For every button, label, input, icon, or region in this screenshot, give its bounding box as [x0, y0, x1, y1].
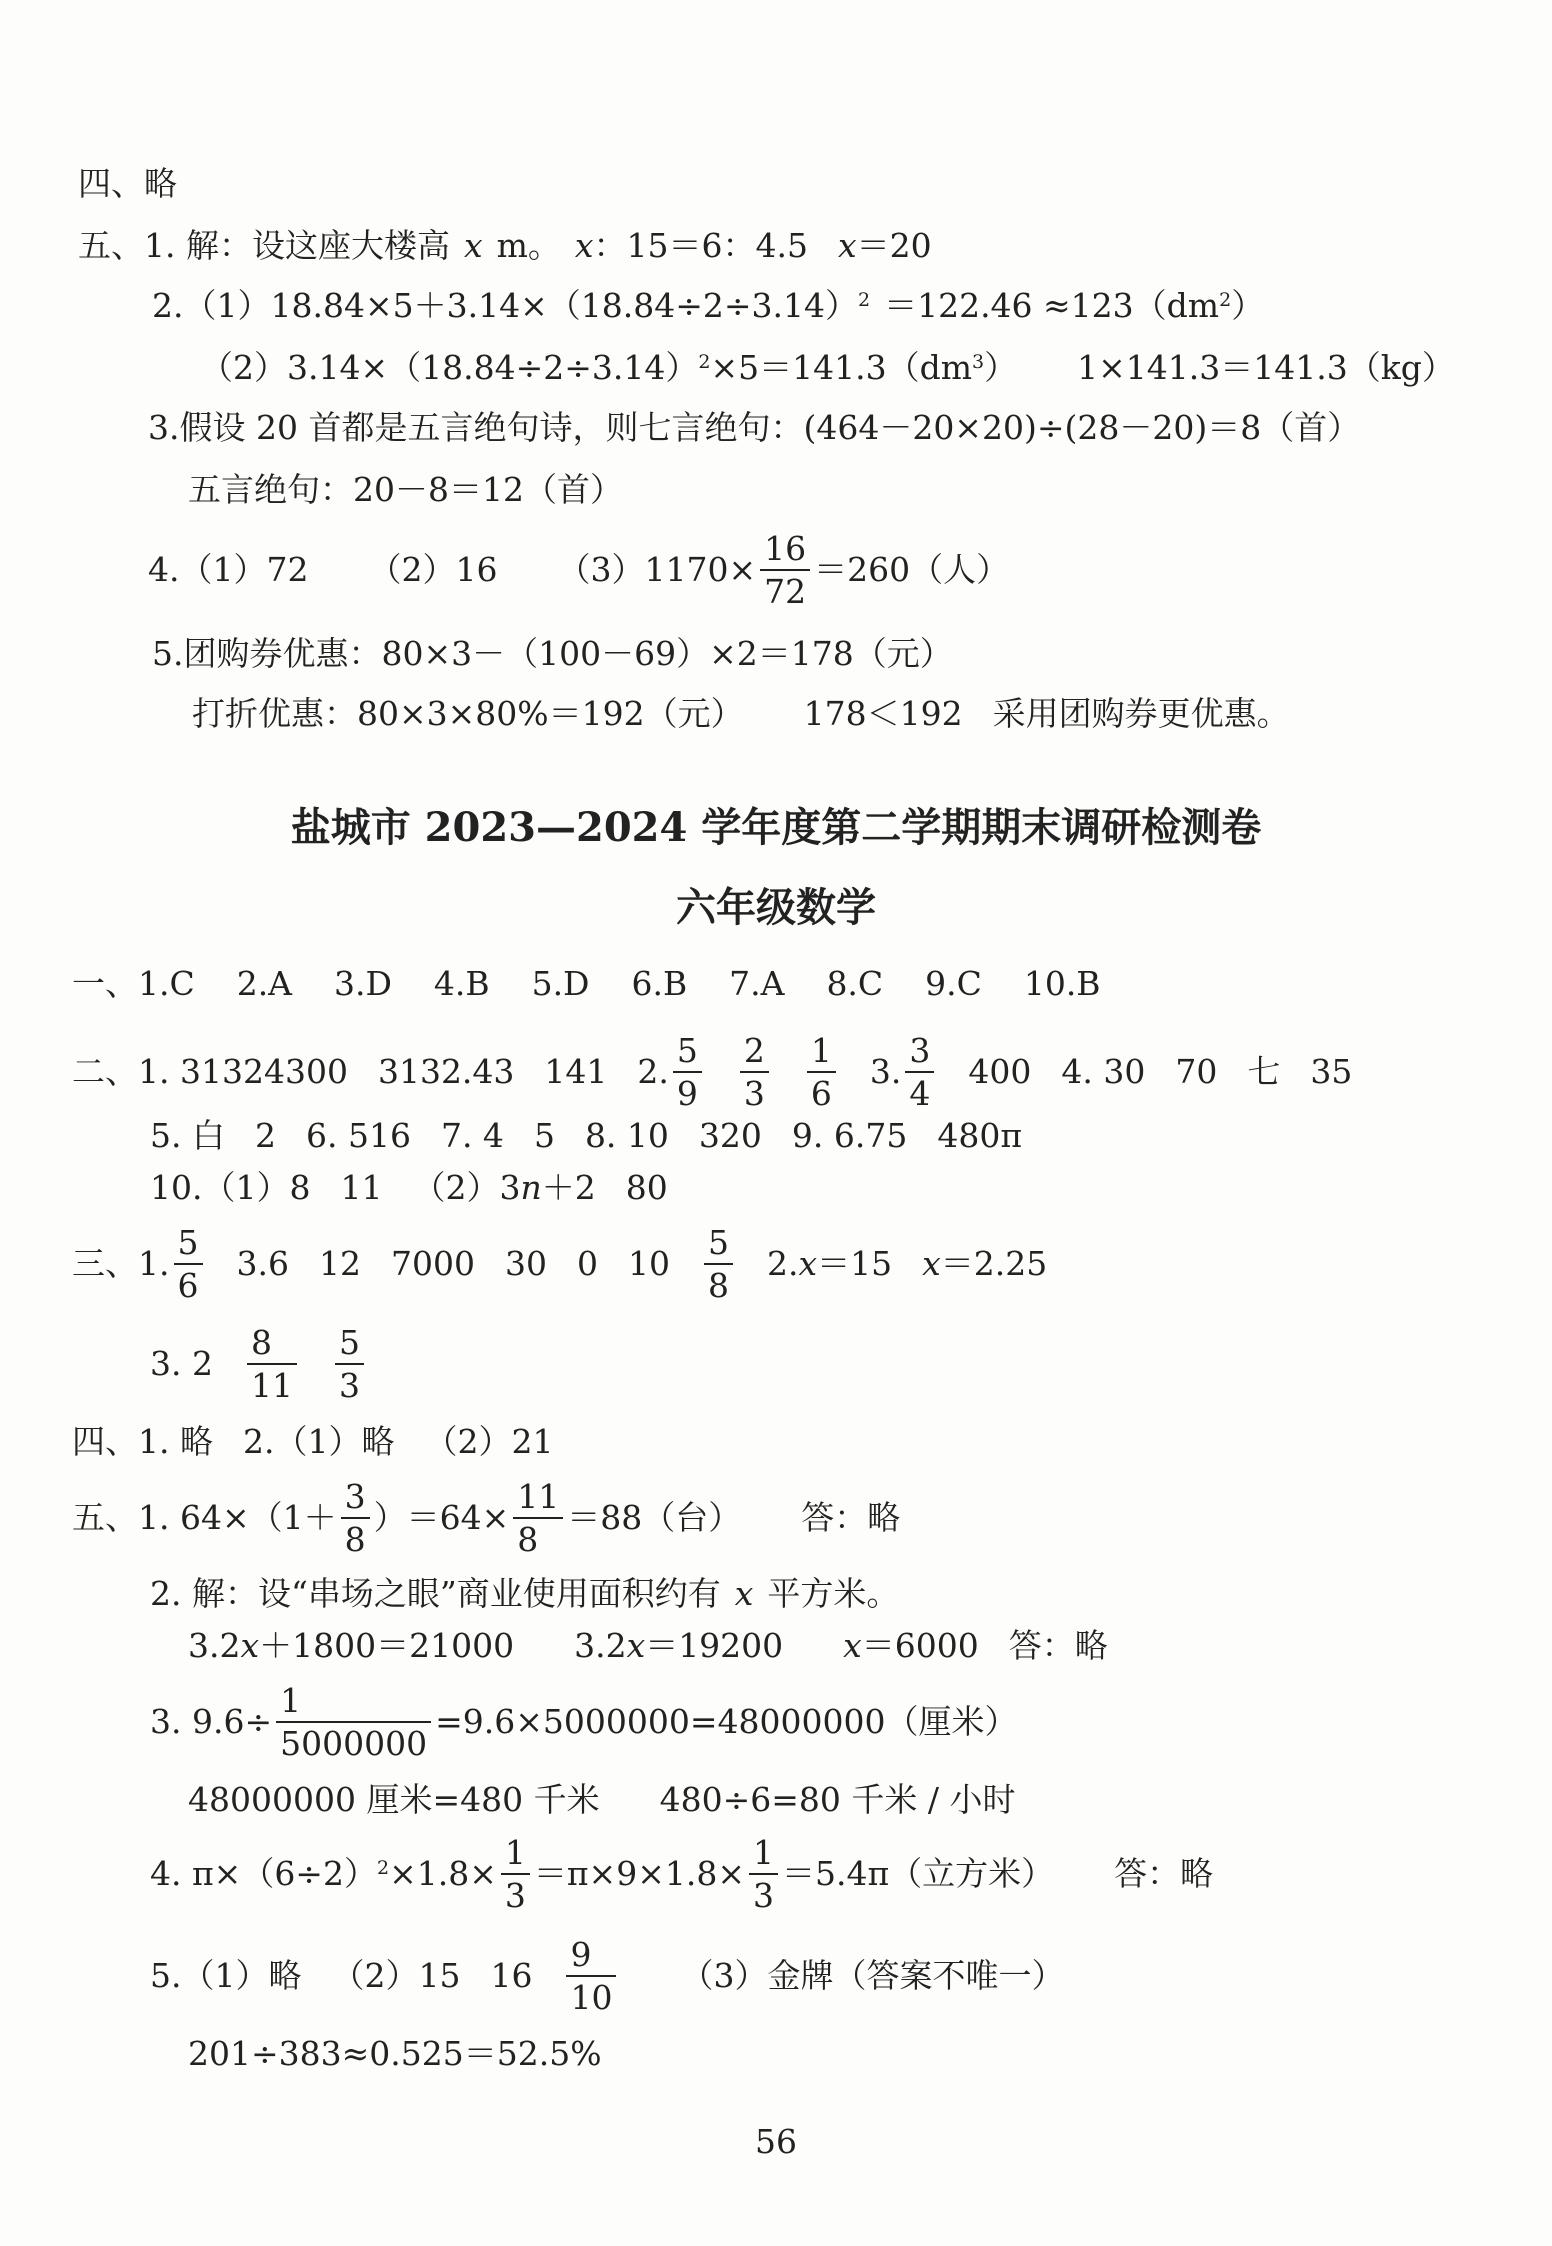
numerator: 9	[566, 1938, 616, 1977]
variable: x	[240, 1626, 260, 1665]
text: ＝π×9×1.8×	[533, 1854, 745, 1893]
text: 四、1. 略	[72, 1422, 213, 1461]
text: 3. 2	[150, 1344, 213, 1383]
text: 五、1. 64×（1＋	[72, 1498, 337, 1537]
numerator: 16	[760, 532, 810, 571]
variable: x	[463, 226, 483, 265]
fraction	[749, 1833, 778, 1915]
text: 400	[968, 1052, 1032, 1091]
answer-line	[150, 1112, 1022, 1160]
text: 2	[254, 1116, 276, 1155]
text: ）＝64×	[373, 1498, 510, 1537]
numerator: 5	[673, 1034, 702, 1073]
numerator: 3	[341, 1480, 370, 1519]
text: （2）3.14×（18.84÷2÷3.14）	[200, 348, 699, 387]
text: 答：略	[801, 1498, 901, 1537]
text: 答：略	[1008, 1626, 1108, 1665]
text: 48000000 厘米=480 千米	[188, 1780, 600, 1819]
answer-line	[150, 1323, 368, 1405]
text: 2.	[637, 1052, 669, 1091]
text: 五、1. 解：设这座大楼高	[78, 226, 450, 265]
text: 4. 30	[1061, 1052, 1146, 1091]
exponent: 2	[857, 289, 871, 311]
text: m。	[496, 226, 561, 265]
text: ＝260（人）	[814, 550, 1010, 589]
page-number: 56	[755, 2122, 797, 2161]
text: 打折优惠：80×3×80%＝192（元）	[192, 694, 744, 733]
text: 178＜192	[803, 694, 963, 733]
fraction	[807, 1031, 836, 1113]
variable: x	[922, 1244, 941, 1283]
text: ：15＝6：4.5	[593, 226, 808, 265]
text: 3.	[869, 1052, 902, 1091]
text: 7000	[390, 1244, 475, 1283]
numerator: 5	[335, 1326, 364, 1365]
answer-line	[152, 282, 1264, 330]
numerator: 11	[513, 1480, 563, 1519]
text: 3. 9.6÷	[150, 1702, 273, 1741]
denominator: 72	[764, 572, 807, 611]
answer-line	[150, 1164, 668, 1212]
denominator: 3	[743, 1074, 765, 1113]
fraction	[905, 1031, 934, 1113]
fraction	[740, 1031, 769, 1113]
text: 2. 解：设“串场之眼”商业使用面积约有	[150, 1574, 721, 1613]
text: ＋2	[541, 1168, 596, 1207]
answer-line	[78, 160, 177, 208]
text: 4. π×（6÷2）	[150, 1854, 377, 1893]
answer-line	[192, 690, 1290, 738]
text: 5. 白	[150, 1116, 225, 1155]
text: 141	[544, 1052, 608, 1091]
answer-line	[72, 960, 1101, 1008]
text: ＝20	[856, 226, 932, 265]
variable: x	[798, 1244, 818, 1283]
denominator: 9	[676, 1074, 698, 1113]
exponent: 3	[972, 351, 985, 373]
fraction	[335, 1323, 364, 1405]
text: 3.2	[574, 1626, 627, 1665]
variable: x	[734, 1574, 754, 1613]
answer-line	[150, 1834, 1213, 1914]
text: 80	[625, 1168, 668, 1207]
variable: x	[838, 226, 857, 265]
fraction	[513, 1477, 563, 1559]
denominator: 11	[250, 1366, 293, 1405]
exponent: 2	[1219, 289, 1232, 311]
text: 70	[1175, 1052, 1218, 1091]
exam-title: 盐城市 2023—2024 学年度第二学期期末调研检测卷	[290, 804, 1262, 851]
variable: x	[574, 226, 594, 265]
text: 2.	[766, 1244, 799, 1283]
text: ＝19200	[645, 1626, 784, 1665]
answer-line	[150, 1570, 899, 1618]
text: （2）3	[412, 1168, 521, 1207]
fraction	[704, 1223, 733, 1305]
text: 3.2	[188, 1626, 241, 1665]
fraction	[276, 1681, 431, 1763]
denominator: 5000000	[280, 1724, 428, 1763]
text: 16	[490, 1956, 533, 1995]
text: 3.假设 20 首都是五言绝句诗，则七言绝句：(464－20×20)÷(28－20)＝8（首）	[148, 408, 1361, 447]
denominator: 3	[338, 1366, 360, 1405]
text: ×5＝141.3（dm	[710, 348, 973, 387]
text: 480÷6=80 千米 / 小时	[659, 1780, 1016, 1819]
denominator: 6	[177, 1266, 199, 1305]
text: =9.6×5000000=48000000（厘米）	[435, 1702, 1018, 1741]
text: 30	[504, 1244, 547, 1283]
text: 10	[627, 1244, 670, 1283]
denominator: 10	[570, 1978, 613, 2017]
variable: x	[626, 1626, 646, 1665]
answer-line	[78, 222, 932, 270]
text: ）	[1231, 286, 1265, 325]
answer-line	[72, 1477, 901, 1559]
section-4-text: 四、略	[78, 164, 177, 203]
denominator: 8	[517, 1520, 539, 1559]
answer-line	[148, 529, 1010, 611]
fraction	[501, 1833, 530, 1915]
denominator: 4	[909, 1074, 931, 1113]
denominator: 6	[810, 1074, 832, 1113]
text: 6. 516	[305, 1116, 411, 1155]
text: ＝2.25	[940, 1244, 1048, 1283]
numerator: 1	[276, 1684, 431, 1723]
text: ＝15	[817, 1244, 893, 1283]
variable: x	[843, 1626, 862, 1665]
fraction	[760, 529, 810, 611]
denominator: 3	[504, 1876, 526, 1915]
fraction	[174, 1223, 203, 1305]
text: 七	[1247, 1052, 1281, 1091]
text: 201÷383≈0.525＝52.5%	[188, 2034, 602, 2073]
text: 10.（1）8	[150, 1168, 311, 1207]
text: ＝122.46 ≈123（dm	[884, 286, 1220, 325]
text: 4.（1）72	[148, 550, 309, 589]
text: 0	[576, 1244, 598, 1283]
numerator: 1	[807, 1034, 836, 1073]
text: （2）21	[424, 1422, 554, 1461]
text: 三、1.	[72, 1244, 170, 1283]
text: 320	[698, 1116, 762, 1155]
exponent: 2	[376, 1857, 390, 1879]
fraction	[247, 1323, 297, 1405]
text: 1×141.3＝141.3（kg）	[1077, 348, 1455, 387]
text: 五言绝句：20－8＝12（首）	[188, 470, 623, 509]
numerator: 1	[501, 1836, 530, 1875]
answer-line	[200, 344, 1455, 392]
answer-line	[188, 2030, 602, 2078]
text: 5.（1）略	[150, 1956, 302, 1995]
numerator: 5	[174, 1226, 203, 1265]
numerator: 8	[247, 1326, 297, 1365]
text: ＝6000	[861, 1626, 979, 1665]
numerator: 3	[905, 1034, 934, 1073]
text: （2）16	[368, 550, 498, 589]
variable: n	[520, 1168, 542, 1207]
answer-line	[152, 630, 953, 678]
answer-line	[72, 1223, 1048, 1305]
text: 3.6	[236, 1244, 289, 1283]
text: 11	[340, 1168, 383, 1207]
exponent: 2	[698, 351, 711, 373]
text: 二、1. 31324300	[72, 1052, 348, 1091]
answer-line	[150, 1936, 1064, 2016]
text: 5.团购券优惠：80×3－（100－69）×2＝178（元）	[152, 634, 953, 673]
fraction	[341, 1477, 370, 1559]
answer-line	[72, 1418, 553, 1466]
answer-line	[72, 1031, 1353, 1113]
numerator: 2	[740, 1034, 769, 1073]
numerator: 1	[749, 1836, 778, 1875]
fraction	[566, 1935, 616, 2017]
text: （3）1170×	[557, 550, 757, 589]
exam-subtitle: 六年级数学	[676, 884, 876, 931]
denominator: 8	[344, 1520, 366, 1559]
text: 8. 10	[584, 1116, 669, 1155]
text: ＝88（台）	[567, 1498, 742, 1537]
text: ×1.8×	[389, 1854, 497, 1893]
text: 12	[318, 1244, 361, 1283]
text: 5	[533, 1116, 555, 1155]
answer-line	[150, 1682, 1017, 1762]
answer-line	[148, 404, 1360, 452]
text: 35	[1310, 1052, 1353, 1091]
text: 答：略	[1114, 1854, 1214, 1893]
text: 480π	[937, 1116, 1023, 1155]
numerator: 5	[704, 1226, 733, 1265]
denominator: 8	[707, 1266, 729, 1305]
text: ＝5.4π（立方米）	[781, 1854, 1055, 1893]
text: （2）15	[331, 1956, 461, 1995]
answer-line	[188, 1776, 1015, 1824]
text: （3）金牌（答案不唯一）	[680, 1956, 1065, 1995]
text: 2.（1）18.84×5＋3.14×（18.84÷2÷3.14）	[152, 286, 858, 325]
text: 9. 6.75	[791, 1116, 908, 1155]
text: 2.（1）略	[242, 1422, 395, 1461]
answer-line	[188, 1622, 1108, 1670]
text: 平方米。	[767, 1574, 900, 1613]
fraction	[673, 1031, 702, 1113]
answer-line	[188, 466, 623, 514]
text: 一、1.C 2.A 3.D 4.B 5.D 6.B 7.A 8.C 9.C 10.B	[72, 964, 1101, 1003]
text: ）	[984, 348, 1018, 387]
text: 3132.43	[377, 1052, 515, 1091]
denominator: 3	[752, 1876, 774, 1915]
text: 采用团购券更优惠。	[992, 694, 1290, 733]
text: ＋1800＝21000	[259, 1626, 515, 1665]
text: 7. 4	[440, 1116, 504, 1155]
